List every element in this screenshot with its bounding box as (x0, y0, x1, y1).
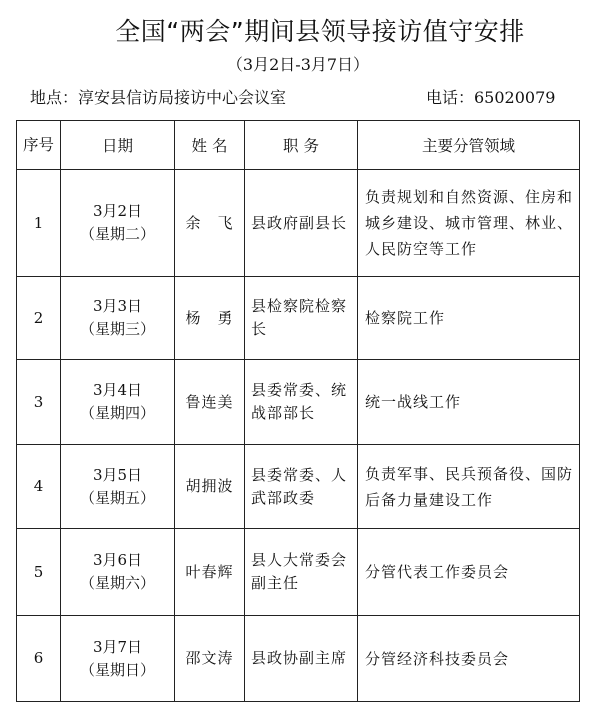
row-duties: 负责规划和自然资源、住房和城乡建设、城市管理、林业、人民防空等工作 (358, 170, 580, 277)
date-range: （3月2日-3月7日） (226, 55, 370, 74)
row-position: 县政协副主席 (245, 616, 358, 702)
row-date (61, 445, 175, 529)
table-row (17, 616, 580, 702)
row-date-day: 3月4日 (92, 381, 143, 399)
row-date-day: 3月6日 (92, 551, 143, 569)
table-row (17, 445, 580, 529)
row-seq: 4 (17, 445, 61, 529)
row-date-day: 3月5日 (92, 465, 143, 484)
row-date (61, 170, 175, 277)
row-name: 叶春辉 (175, 529, 245, 616)
row-name: 杨 勇 (175, 277, 245, 360)
table-row (17, 170, 580, 277)
header-name: 姓 名 (175, 121, 245, 170)
row-date-day: 3月7日 (92, 637, 143, 656)
table-row (17, 360, 580, 445)
row-duties: 分管经济科技委员会 (358, 616, 580, 702)
row-name: 鲁连美 (175, 360, 245, 445)
row-date-weekday: （星期五） (79, 488, 155, 507)
table-row (17, 277, 580, 360)
header-seq: 序号 (17, 121, 61, 170)
row-date-weekday: （星期四） (79, 404, 155, 422)
row-date (61, 277, 175, 360)
row-duties: 统一战线工作 (358, 360, 580, 445)
row-date-weekday: （星期二） (79, 225, 155, 243)
row-date-weekday: （星期六） (79, 574, 155, 592)
row-name: 胡拥波 (175, 445, 245, 529)
row-date-day: 3月3日 (92, 297, 143, 315)
page-title: 全国“两会”期间县领导接访值守安排 (115, 17, 525, 46)
row-duties: 分管代表工作委员会 (358, 529, 580, 616)
row-seq: 1 (17, 170, 61, 277)
table-header-row (17, 121, 580, 170)
phone-text: 电话：65020079 (426, 88, 556, 107)
location-text: 地点：淳安县信访局接访中心会议室 (30, 88, 287, 107)
row-duties: 负责军事、民兵预备役、国防后备力量建设工作 (358, 445, 580, 529)
row-position: 县委常委、统战部部长 (245, 360, 358, 445)
row-position: 县人大常委会副主任 (245, 529, 358, 616)
row-seq: 3 (17, 360, 61, 445)
row-position: 县政府副县长 (245, 170, 358, 277)
row-name: 邵文涛 (175, 616, 245, 702)
header-position: 职 务 (245, 121, 358, 170)
row-date (61, 616, 175, 702)
schedule-table (16, 120, 580, 702)
row-date-weekday: （星期日） (79, 660, 155, 679)
header-date: 日期 (61, 121, 175, 170)
row-date-weekday: （星期三） (79, 320, 155, 338)
row-position: 县委常委、人武部政委 (245, 445, 358, 529)
table-row (17, 529, 580, 616)
row-name: 余 飞 (175, 170, 245, 277)
row-seq: 2 (17, 277, 61, 360)
row-date (61, 360, 175, 445)
header-duties: 主要分管领域 (358, 121, 580, 170)
row-position: 县检察院检察长 (245, 277, 358, 360)
row-date (61, 529, 175, 616)
row-duties: 检察院工作 (358, 277, 580, 360)
row-date-day: 3月2日 (92, 202, 143, 220)
row-seq: 5 (17, 529, 61, 616)
row-seq: 6 (17, 616, 61, 702)
